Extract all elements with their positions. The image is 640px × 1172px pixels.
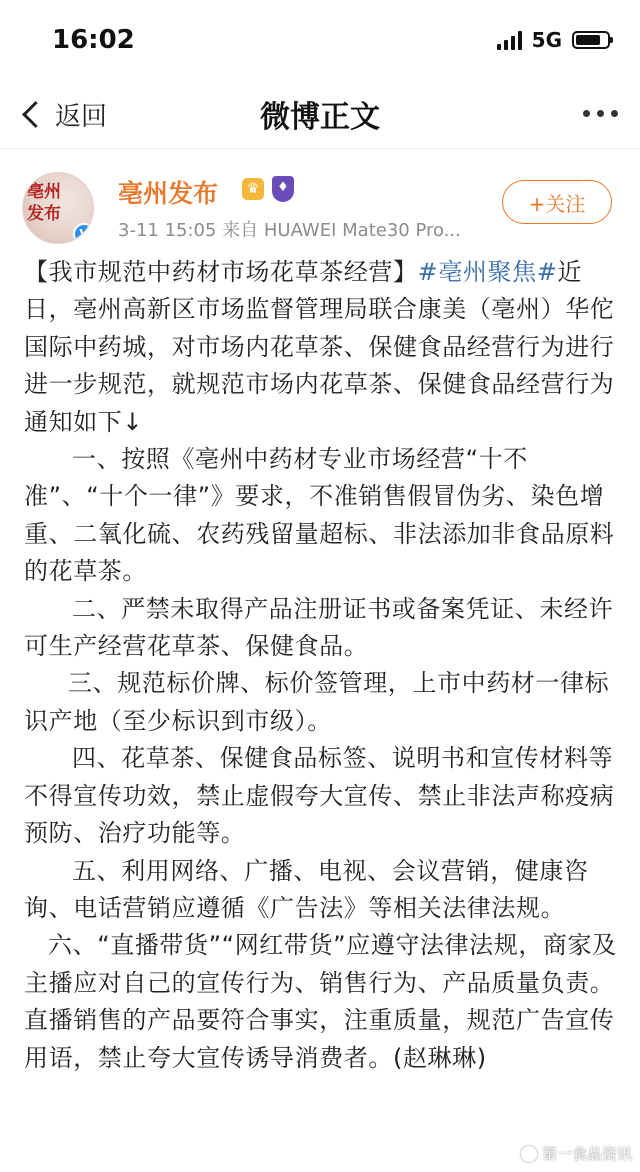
crown-icon[interactable]: ♛ <box>242 178 264 200</box>
post-item-2: 二、严禁未取得产品注册证书或备案凭证、未经许可生产经营花草茶、保健食品。 <box>24 594 614 661</box>
shield-icon[interactable]: ♦ <box>272 176 294 202</box>
topic-link[interactable]: #亳州聚焦# <box>417 258 558 286</box>
nav-bar <box>0 80 640 149</box>
battery-icon <box>572 31 610 49</box>
post-item-6: 六、“直播带货”“网红带货”应遵守法律法规，商家及主播应对自己的宣传行为、销售行为、产品质量负责。直播销售的产品要符合事实，注重质量，规范广告宣传用语，禁止夸大宣传诱导消费者。(赵琳琳) <box>24 931 617 1072</box>
watermark <box>521 1143 632 1164</box>
post-item-1: 一、按照《亳州中药材专业市场经营“十不准”、“十个一律”》要求，不准销售假冒伪劣、染色增重、二氧化硫、农药残留量超标、非法添加非食品原料的花草茶。 <box>24 445 615 586</box>
post-header <box>22 168 618 244</box>
status-icons <box>497 28 610 52</box>
signal-icon <box>497 30 522 50</box>
post-meta: 3-11 15:05 来自 HUAWEI Mate30 Pro... <box>118 220 461 241</box>
chevron-left-icon <box>22 101 49 128</box>
watermark-text: 第一食品资讯 <box>541 1145 632 1163</box>
avatar[interactable] <box>22 172 94 244</box>
back-button[interactable] <box>20 96 107 133</box>
intro-text: 近日，亳州高新区市场监督管理局联合康美（亳州）华佗国际中药城，对市场内花草茶、保健食品经营行为进行进一步规范，就规范市场内花草茶、保健食品经营行为通知如下↓ <box>24 258 615 436</box>
post-body <box>24 254 620 1077</box>
verified-badge-icon: V <box>73 223 94 244</box>
author-name[interactable]: 亳州发布 <box>118 179 219 208</box>
page-title: 微博正文 <box>260 100 380 135</box>
back-label: 返回 <box>55 102 108 132</box>
post-title: 【我市规范中药材市场花草茶经营】 <box>24 258 418 286</box>
watermark-icon <box>521 1146 537 1162</box>
more-dots-icon[interactable] <box>583 110 618 117</box>
status-bar <box>0 0 640 80</box>
post-item-5: 五、利用网络、广播、电视、会议营销，健康咨询、电话营销应遵循《广告法》等相关法律法规。 <box>24 856 589 922</box>
status-time: 16:02 <box>52 25 135 55</box>
post-item-3: 三、规范标价牌、标价签管理，上市中药材一律标识产地（至少标识到市级）。 <box>24 669 610 735</box>
avatar-logo: 亳州发布 <box>27 182 61 224</box>
post-item-4: 四、花草茶、保健食品标签、说明书和宣传材料等不得宣传功效，禁止虚假夸大宣传、禁止非法声称疫病预防、治疗功能等。 <box>24 744 615 848</box>
follow-button[interactable]: +关注 <box>502 180 612 224</box>
network-type: 5G <box>531 28 562 52</box>
post-intro <box>24 254 620 441</box>
